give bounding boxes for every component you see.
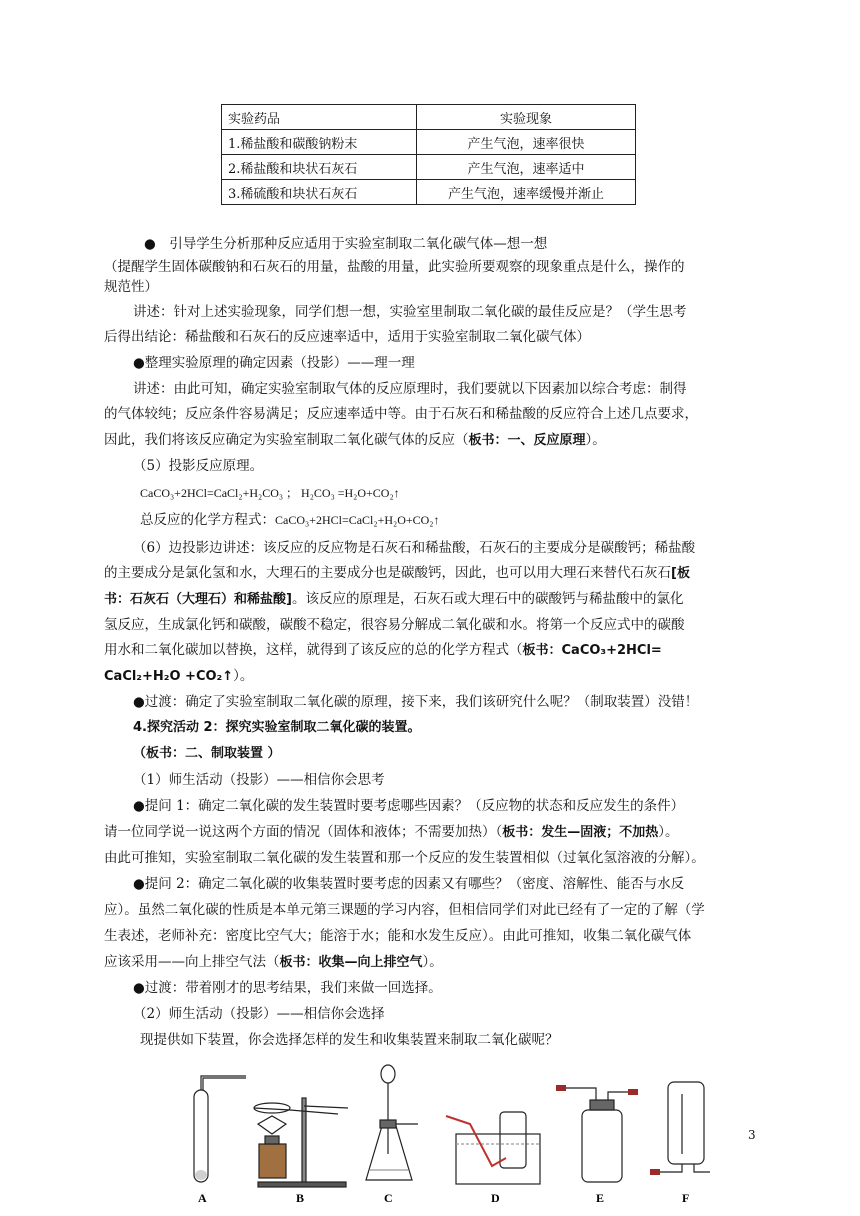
text-line <box>104 822 760 843</box>
table-header-row <box>222 105 636 130</box>
text-run: 。该反应的原理是，石灰石或大理石中的碳酸钙与稀盐酸中的氯化 <box>291 591 684 607</box>
table-cell: 产生气泡，速率很快 <box>417 130 636 155</box>
text-run: ）。 <box>233 668 254 684</box>
table-cell: 2.稀盐酸和块状石灰石 <box>222 155 417 180</box>
text-line: 后得出结论：稀盐酸和石灰石的反应速率适中，适用于实验室制取二氧化碳气体） <box>104 329 590 345</box>
text-line: 的气体较纯；反应条件容易满足；反应速率适中等。由于石灰石和稀盐酸的反应符合上述几点要求， <box>104 406 698 422</box>
board-note: 板书：CaCO₃+2HCl= <box>522 643 662 658</box>
text-line <box>104 666 760 687</box>
text-line <box>104 430 760 451</box>
board-note: [板 <box>671 566 690 581</box>
table-cell: 产生气泡，速率缓慢并渐止 <box>417 180 636 205</box>
text-line: 氢反应，生成氯化钙和碳酸，碳酸不稳定，很容易分解成二氧化碳和水。将第一个反应式中的碳酸 <box>104 617 685 633</box>
table-header-cell: 实验药品 <box>222 105 417 130</box>
text-run: 总反应的化学方程式： <box>140 512 275 528</box>
board-note: 板书：一、反应原理 <box>468 433 586 448</box>
text-run: 应该采用——向上排空气法（ <box>104 954 280 970</box>
section-heading: 4.探究活动 2：探究实验室制取二氧化碳的装置。 <box>133 720 421 735</box>
table-row <box>222 130 636 155</box>
page-number: 3 <box>748 1128 756 1142</box>
formula-line: CaCO₃+2HCl=CaCl₂+H₂CO₃ ； H₂CO₃ =H₂O+CO₂↑ <box>140 486 400 500</box>
text-run: 因此，我们将该反应确定为实验室制取二氧化碳气体的反应（ <box>104 432 469 448</box>
text-line: （1）师生活动（投影）——相信你会思考 <box>133 772 385 788</box>
table-row <box>222 180 636 205</box>
text-run: 请一位同学说一说这两个方面的情况（固体和液体；不需要加热）（ <box>104 824 503 840</box>
text-line: 讲述：由此可知，确定实验室制取气体的反应原理时，我们要就以下因素加以综合考虑：制得 <box>133 381 687 397</box>
formula-run: CaCO₃+2HCl=CaCl₂+H₂O+CO₂↑ <box>275 513 440 527</box>
text-run: 用水和二氧化碳加以替换，这样，就得到了该反应的总的化学方程式（ <box>104 642 523 658</box>
text-line: 由此可推知，实验室制取二氧化碳的发生装置和那一个反应的发生装置相似（过氧化氢溶液的分解）。 <box>104 850 705 866</box>
text-line: （6）边投影边讲述：该反应的反应物是石灰石和稀盐酸，石灰石的主要成分是碳酸钙；稀盐酸 <box>133 540 696 556</box>
apparatus-label: A <box>198 1191 207 1205</box>
text-line: 生表述，老师补充：密度比空气大；能溶于水；能和水发生反应）。由此可推知，收集二氧化碳气体 <box>104 928 692 944</box>
apparatus-label: B <box>296 1191 305 1205</box>
text-line: （提醒学生固体碳酸钠和石灰石的用量，盐酸的用量，此实验所要观察的现象重点是什么，操作的 <box>104 259 685 275</box>
text-run: ）。 <box>658 824 679 840</box>
text-line: （5）投影反应原理。 <box>133 458 264 474</box>
text-line: 规范性） <box>104 279 158 295</box>
text-line <box>104 640 760 661</box>
gas-bottle-apparatus-e <box>556 1085 638 1182</box>
table-cell: 3.稀硫酸和块状石灰石 <box>222 180 417 205</box>
text-line <box>104 563 760 584</box>
text-run: ）。 <box>585 432 606 448</box>
bullet-line: ●提问 1：确定二氧化碳的发生装置时要考虑哪些因素？（反应物的状态和反应发生的条件） <box>133 798 685 814</box>
text-run: ）。 <box>422 954 443 970</box>
apparatus-label: F <box>682 1191 690 1205</box>
table-cell: 1.稀盐酸和碳酸钠粉末 <box>222 130 417 155</box>
experiment-table <box>221 104 636 205</box>
bullet-line: ●整理实验原理的确定因素（投影）——理一理 <box>133 355 415 371</box>
text-run: 的主要成分是氯化氢和水，大理石的主要成分也是碳酸钙，因此，也可以用大理石来替代石灰石 <box>104 565 671 581</box>
text-line <box>104 589 760 610</box>
text-line <box>104 952 760 973</box>
board-note: 书：石灰石（大理石）和稀盐酸] <box>104 592 292 607</box>
table-header-cell: 实验现象 <box>417 105 636 130</box>
board-note: 板书：收集—向上排空气 <box>279 955 423 970</box>
text-line: （2）师生活动（投影）——相信你会选择 <box>133 1006 385 1022</box>
water-trough-apparatus <box>446 1112 540 1184</box>
bullet-line: ●提问 2：确定二氧化碳的收集装置时要考虑的因素又有哪些？（密度、溶解性、能否与水反 <box>133 876 685 892</box>
text-line: 讲述：针对上述实验现象，同学们想一想，实验室里制取二氧化碳的最佳反应是？（学生思考 <box>133 304 687 320</box>
conical-flask-apparatus <box>366 1065 418 1180</box>
apparatus-label: E <box>596 1191 605 1205</box>
apparatus-label: D <box>491 1191 500 1205</box>
bullet-line: ●过渡：确定了实验室制取二氧化碳的原理，接下来，我们该研究什么呢？（制取装置）没错！ <box>133 694 699 710</box>
text-line <box>140 510 796 530</box>
board-note: CaCl₂+H₂O +CO₂↑ <box>104 669 234 684</box>
apparatus-figure <box>170 1058 730 1208</box>
text-line: 现提供如下装置，你会选择怎样的发生和收集装置来制取二氧化碳呢？ <box>140 1032 559 1048</box>
table-cell: 产生气泡，速率适中 <box>417 155 636 180</box>
board-note: （板书：二、制取装置 ） <box>133 746 281 761</box>
test-tube-apparatus <box>194 1076 246 1182</box>
gas-bottle-apparatus-f <box>650 1082 710 1175</box>
bullet-line: ● 引导学生分析那种反应适用于实验室制取二氧化碳气体—想一想 <box>144 236 548 252</box>
bullet-line: ●过渡：带着刚才的思考结果，我们来做一回选择。 <box>133 980 442 996</box>
heating-apparatus <box>254 1098 348 1187</box>
board-note: 板书：发生—固液；不加热 <box>502 825 659 840</box>
text-line: 应）。虽然二氧化碳的性质是本单元第三课题的学习内容，但相信同学们对此已经有了一定的了解（学 <box>104 902 705 918</box>
apparatus-label: C <box>384 1191 393 1205</box>
table-row <box>222 155 636 180</box>
